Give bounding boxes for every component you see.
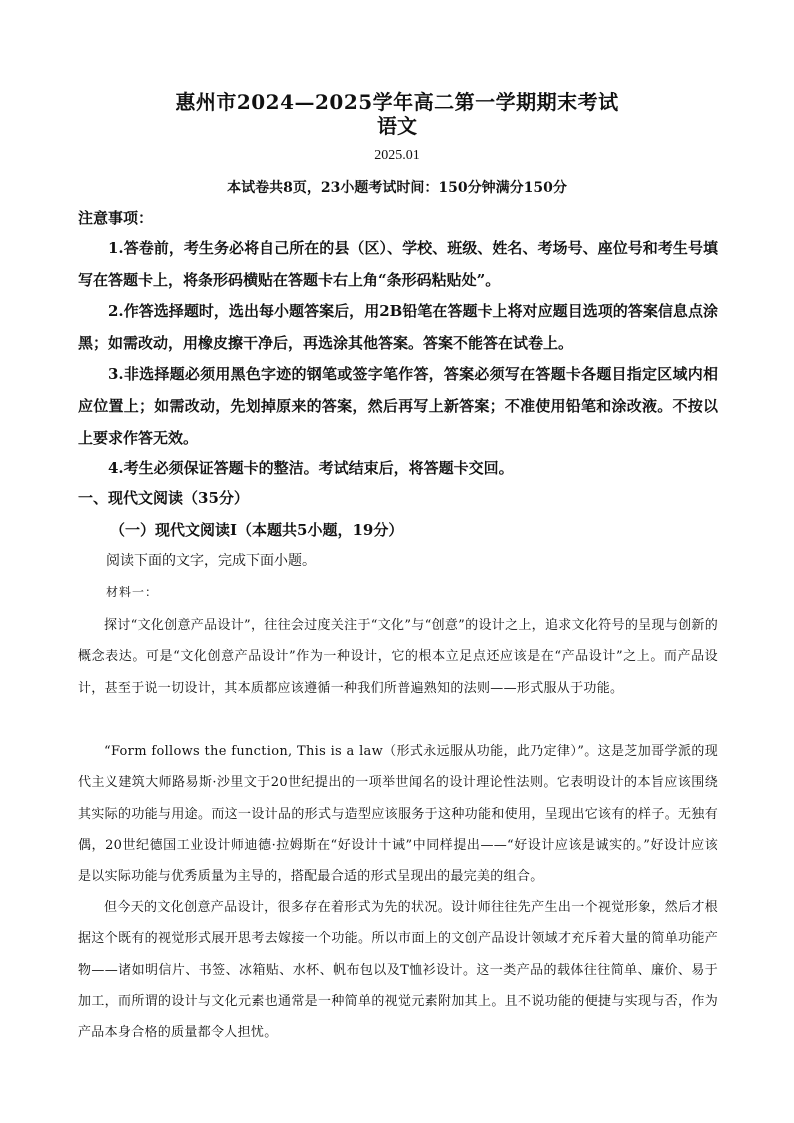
reading-instruction: 阅读下面的文字，完成下面小题。 xyxy=(106,553,316,569)
paragraph-2 xyxy=(78,736,718,892)
notice-item-3 xyxy=(78,358,718,454)
material-label: 材料一： xyxy=(106,585,159,599)
paragraph-text: 探讨“文化创意产品设计”，往往会过度关注于“文化”与“创意”的设计之上，追求文化符号的呈现与创新的概念表达。可是“文化创意产品设计”作为一种设计，它的根本立足点还应该是在“产品设计”之上。而产品设计，甚至于说一切设计，其本质都应该遵循一种我们所普遍熟知的法则——形式服从于功能。 xyxy=(78,618,718,696)
notice-item-1 xyxy=(78,232,718,296)
paragraph-3 xyxy=(78,892,718,1048)
exam-date: 2025.01 xyxy=(374,148,420,163)
notice-item-text: 1.答卷前，考生务必将自己所在的县（区）、学校、班级、姓名、考场号、座位号和考生号填写在答题卡上，将条形码横贴在答题卡右上角“条形码粘贴处”。 xyxy=(78,239,718,289)
paragraph-1 xyxy=(78,610,718,704)
notice-item-text: 4.考生必须保证答题卡的整洁。考试结束后，将答题卡交回。 xyxy=(108,459,514,477)
notice-item-text: 2.作答选择题时，选出每小题答案后，用2B铅笔在答题卡上将对应题目选项的答案信息点涂黑；如需改动，用橡皮擦干净后，再选涂其他答案。答案不能答在试卷上。 xyxy=(78,302,718,352)
paragraph-text: “Form follows the function, This is a law（形式永远服从功能，此乃定律）”。这是芝加哥学派的现代主义建筑大师路易斯·沙里文于20世纪提出的一项举世闻名的设计理论性法则。它表明设计的本旨应该围绕其实际的功能与用途。而这一设计品的形式与造型应该服务于这种功能和使用，呈现出它该有的样子。无独有偶，20世纪德国工业设计师迪德·拉姆斯在“好设计十诫”中同样提出——“好设计应该是诚实的。”好设计应该是以实际功能与优秀质量为主导的，搭配最合适的形式呈现出的最完美的组合。 xyxy=(78,744,718,885)
subject-title: 语文 xyxy=(377,114,417,138)
section-subtitle: （一）现代文阅读Ⅰ（本题共5小题，19分） xyxy=(110,521,404,539)
notice-item-2 xyxy=(78,295,718,359)
exam-title: 惠州市2024—2025学年高二第一学期期末考试 xyxy=(175,90,619,114)
notice-item-text: 3.非选择题必须用黑色字迹的钢笔或签字笔作答，答案必须写在答题卡各题目指定区域内相应位置上；如需改动，先划掉原来的答案，然后再写上新答案；不准使用铅笔和涂改液。不按以上要求作答无效。 xyxy=(78,365,718,447)
notice-heading: 注意事项： xyxy=(78,209,154,227)
paragraph-text: 但今天的文化创意产品设计，很多存在着形式为先的状况。设计师往往先产生出一个视觉形象，然后才根据这个既有的视觉形式展开思考去嫁接一个功能。所以市面上的文创产品设计领域才充斥着大量的简单功能产物——诸如明信片、书签、冰箱贴、水杯、帆布包以及T恤衫设计。这一类产品的载体往往简单、廉价、易于加工，而所谓的设计与文化元素也通常是一种简单的视觉元素附加其上。且不说功能的便捷与实现与否，作为产品本身合格的质量都令人担忧。 xyxy=(78,900,718,1041)
notice-item-4 xyxy=(78,452,718,484)
section-title: 一、现代文阅读（35分） xyxy=(78,489,249,507)
exam-info: 本试卷共8页，23小题考试时间：150分钟满分150分 xyxy=(227,180,567,196)
